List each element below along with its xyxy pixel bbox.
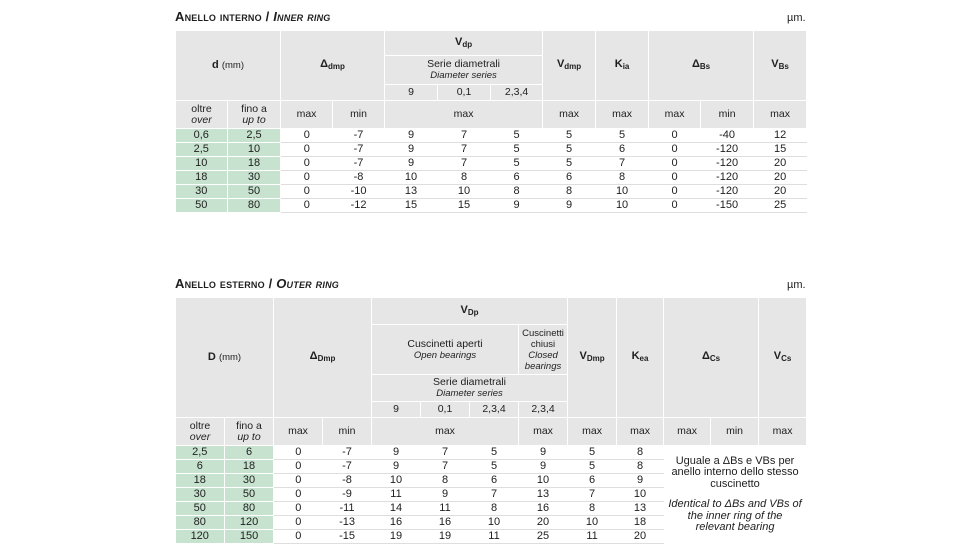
inner-cell: 10	[176, 157, 228, 171]
outer-cell: 10	[617, 488, 664, 502]
inner-oltre-header: oltre over	[176, 101, 228, 129]
inner-cell: 6	[543, 171, 596, 185]
inner-max-label: max	[385, 101, 543, 129]
inner-cell: 0	[649, 199, 701, 213]
outer-cell: 11	[372, 488, 421, 502]
inner-cell: 15	[385, 199, 438, 213]
outer-cell: 19	[372, 530, 421, 544]
outer-cell: 10	[372, 474, 421, 488]
inner-cell: 0	[649, 143, 701, 157]
outer-cell: 0	[274, 460, 323, 474]
outer-cell: 20	[519, 516, 568, 530]
inner-table-row	[176, 199, 807, 213]
col-delta-cs: $\Delta_{Cs}$	[664, 298, 759, 418]
inner-series-234: 2,3,4	[491, 85, 543, 101]
outer-cell: 6	[176, 460, 225, 474]
inner-cell: 0	[281, 157, 333, 171]
inner-table-row	[176, 157, 807, 171]
inner-cell: 80	[228, 199, 281, 213]
outer-cell: 5	[568, 446, 617, 460]
outer-cell: 16	[519, 502, 568, 516]
inner-cell: -7	[333, 129, 385, 143]
inner-cell: 15	[438, 199, 491, 213]
outer-max-label: max	[617, 418, 664, 446]
inner-max-label: max	[596, 101, 649, 129]
col-delta-Dmp: $\Delta_{Dmp}$	[274, 298, 372, 418]
outer-ring-title: Anello esterno / Outer ring	[175, 276, 339, 291]
col-vDp: $V_{Dp}$	[372, 298, 568, 325]
inner-cell: 8	[543, 185, 596, 199]
outer-title-it: Anello esterno	[175, 276, 265, 291]
outer-cell: 10	[470, 516, 519, 530]
inner-cell: 5	[543, 129, 596, 143]
outer-ring-table	[175, 297, 807, 544]
outer-cell: 9	[372, 446, 421, 460]
outer-cell: 0	[274, 474, 323, 488]
inner-cell: -120	[701, 185, 754, 199]
inner-cell: 5	[543, 157, 596, 171]
inner-cell: 2,5	[176, 143, 228, 157]
inner-title-it: Anello interno	[175, 9, 262, 24]
outer-cell: 11	[421, 502, 470, 516]
inner-cell: 18	[176, 171, 228, 185]
outer-series-234-closed: 2,3,4	[519, 402, 568, 418]
outer-cell: 18	[176, 474, 225, 488]
outer-cell: -15	[323, 530, 372, 544]
outer-cell: 9	[519, 446, 568, 460]
inner-cell: 9	[543, 199, 596, 213]
outer-cell: 18	[617, 516, 664, 530]
inner-cell: -7	[333, 143, 385, 157]
inner-cell: 30	[228, 171, 281, 185]
inner-fino-header: fino a up to	[228, 101, 281, 129]
outer-cell: 0	[274, 502, 323, 516]
outer-cell: 0	[274, 516, 323, 530]
inner-cell: 0	[649, 171, 701, 185]
outer-max-label: max	[759, 418, 807, 446]
inner-max-label: max	[543, 101, 596, 129]
outer-cell: -7	[323, 460, 372, 474]
outer-series-9: 9	[372, 402, 421, 418]
inner-max-label: max	[649, 101, 701, 129]
inner-cell: 5	[491, 157, 543, 171]
inner-cell: 7	[438, 157, 491, 171]
outer-cell: -7	[323, 446, 372, 460]
inner-cell: 7	[438, 143, 491, 157]
inner-cell: 30	[176, 185, 228, 199]
outer-cell: 14	[372, 502, 421, 516]
outer-data-body	[176, 446, 807, 544]
inner-cell: -12	[333, 199, 385, 213]
inner-cell: 6	[596, 143, 649, 157]
col-vcs: $V_{Cs}$	[759, 298, 807, 418]
col-vdp: $V_{dp}$	[385, 31, 543, 56]
inner-table-row	[176, 143, 807, 157]
outer-cell: 16	[372, 516, 421, 530]
outer-cell: 0	[274, 488, 323, 502]
outer-max-label: max	[664, 418, 711, 446]
outer-cell: 10	[568, 516, 617, 530]
inner-cell: 7	[438, 129, 491, 143]
inner-cell: 0	[281, 185, 333, 199]
outer-max-label: max	[274, 418, 323, 446]
outer-cell: 6	[568, 474, 617, 488]
inner-table-row	[176, 185, 807, 199]
col-kea: $K_{ea}$	[617, 298, 664, 418]
inner-cell: 15	[754, 143, 807, 157]
inner-cell: 8	[438, 171, 491, 185]
outer-cell: 150	[225, 530, 274, 544]
inner-max-label: max	[754, 101, 807, 129]
inner-min-label: min	[701, 101, 754, 129]
col-delta-bs: $\Delta_{Bs}$	[649, 31, 754, 101]
inner-cell: 10	[228, 143, 281, 157]
inner-cell: 0	[649, 185, 701, 199]
outer-cell: 11	[568, 530, 617, 544]
outer-table-row	[176, 446, 807, 460]
inner-cell: 7	[596, 157, 649, 171]
outer-cell: 0	[274, 530, 323, 544]
inner-cell: 13	[385, 185, 438, 199]
inner-cell: -10	[333, 185, 385, 199]
outer-max-label: max	[372, 418, 519, 446]
outer-cell: 11	[470, 530, 519, 544]
outer-cell: 18	[225, 460, 274, 474]
inner-cell: 25	[754, 199, 807, 213]
inner-cell: 5	[596, 129, 649, 143]
outer-fino-header: fino a up to	[225, 418, 274, 446]
outer-cell: 120	[225, 516, 274, 530]
inner-series-01: 0,1	[438, 85, 491, 101]
outer-cell: -8	[323, 474, 372, 488]
inner-cell: 8	[491, 185, 543, 199]
outer-cell: 25	[519, 530, 568, 544]
outer-cell: 5	[470, 446, 519, 460]
outer-cell: 30	[225, 474, 274, 488]
inner-cell: 0	[281, 171, 333, 185]
outer-cell: 9	[421, 488, 470, 502]
inner-unit-label: µm.	[787, 12, 806, 24]
col-vdmp: $V_{dmp}$	[543, 31, 596, 101]
inner-cell: 10	[438, 185, 491, 199]
outer-oltre-header: oltre over	[176, 418, 225, 446]
outer-cell: 8	[617, 460, 664, 474]
inner-cell: 2,5	[228, 129, 281, 143]
outer-serie-diametrali: Serie diametrali Diameter series	[372, 375, 568, 402]
inner-cell: 6	[491, 171, 543, 185]
inner-cell: 10	[596, 185, 649, 199]
inner-cell: -150	[701, 199, 754, 213]
inner-title-en: Inner ring	[273, 9, 331, 24]
outer-cell: 8	[617, 446, 664, 460]
inner-table-row	[176, 171, 807, 185]
outer-series-01: 0,1	[421, 402, 470, 418]
outer-cell: 16	[421, 516, 470, 530]
inner-min-label: min	[333, 101, 385, 129]
open-bearings-header: Cuscinetti aperti Open bearings	[372, 325, 519, 375]
inner-cell: 9	[491, 199, 543, 213]
inner-cell: 0,6	[176, 129, 228, 143]
inner-cell: 50	[228, 185, 281, 199]
outer-cell: 7	[421, 446, 470, 460]
inner-cell: 10	[596, 199, 649, 213]
inner-cell: -120	[701, 171, 754, 185]
inner-cell: 12	[754, 129, 807, 143]
col-D: D (mm)	[176, 298, 274, 418]
outer-cell: 120	[176, 530, 225, 544]
inner-cell: 20	[754, 171, 807, 185]
outer-cell: 6	[470, 474, 519, 488]
inner-cell: 5	[543, 143, 596, 157]
inner-max-label: max	[281, 101, 333, 129]
col-vbs: $V_{Bs}$	[754, 31, 807, 101]
outer-cell: 13	[617, 502, 664, 516]
inner-cell: 5	[491, 129, 543, 143]
outer-max-label: max	[519, 418, 568, 446]
inner-cell: 0	[281, 143, 333, 157]
closed-bearings-header: Cuscinetti chiusi Closed bearings	[519, 325, 568, 375]
outer-cell: -11	[323, 502, 372, 516]
outer-min-label: min	[711, 418, 759, 446]
inner-cell: 5	[491, 143, 543, 157]
inner-serie-diametrali: Serie diametrali Diameter series	[385, 56, 543, 85]
outer-cs-note	[664, 446, 807, 544]
inner-cell: 0	[649, 129, 701, 143]
outer-cell: 30	[176, 488, 225, 502]
outer-cell: 50	[225, 488, 274, 502]
outer-series-234: 2,3,4	[470, 402, 519, 418]
outer-cell: 50	[176, 502, 225, 516]
outer-cell: 0	[274, 446, 323, 460]
inner-cell: 20	[754, 157, 807, 171]
col-kia: $K_{ia}$	[596, 31, 649, 101]
inner-series-9: 9	[385, 85, 438, 101]
outer-title-en: Outer ring	[276, 276, 339, 291]
outer-cell: 7	[421, 460, 470, 474]
outer-unit-label: µm.	[787, 279, 806, 291]
inner-table-row	[176, 129, 807, 143]
inner-ring-title: Anello interno / Inner ring	[175, 9, 331, 24]
inner-cell: 20	[754, 185, 807, 199]
inner-cell: 10	[385, 171, 438, 185]
outer-max-label: max	[568, 418, 617, 446]
outer-cell: 7	[470, 488, 519, 502]
inner-cell: 0	[281, 199, 333, 213]
outer-note-it: Uguale a ΔBs e VBs per anello interno dello stesso cuscinetto	[671, 454, 799, 490]
inner-cell: 9	[385, 143, 438, 157]
outer-cell: 20	[617, 530, 664, 544]
outer-cell: 9	[519, 460, 568, 474]
col-delta-dmp: $\Delta_{dmp}$	[281, 31, 385, 101]
inner-cell: -120	[701, 157, 754, 171]
outer-cell: 7	[568, 488, 617, 502]
inner-cell: -8	[333, 171, 385, 185]
inner-cell: 0	[649, 157, 701, 171]
inner-cell: 8	[596, 171, 649, 185]
outer-note-en: Identical to ΔBs and VBs of the inner ring of the relevant bearing	[668, 498, 802, 534]
outer-cell: 10	[519, 474, 568, 488]
outer-cell: 5	[470, 460, 519, 474]
outer-cell: 8	[470, 502, 519, 516]
inner-ring-table	[175, 30, 807, 213]
outer-min-label: min	[323, 418, 372, 446]
inner-cell: 9	[385, 129, 438, 143]
outer-cell: 9	[372, 460, 421, 474]
inner-cell: 50	[176, 199, 228, 213]
outer-cell: -9	[323, 488, 372, 502]
col-d: d (mm)	[176, 31, 281, 101]
inner-cell: -7	[333, 157, 385, 171]
inner-cell: 0	[281, 129, 333, 143]
outer-cell: -13	[323, 516, 372, 530]
inner-cell: -40	[701, 129, 754, 143]
outer-cell: 8	[421, 474, 470, 488]
col-vDmp: $V_{Dmp}$	[568, 298, 617, 418]
outer-cell: 6	[225, 446, 274, 460]
outer-cell: 5	[568, 460, 617, 474]
outer-cell: 13	[519, 488, 568, 502]
inner-cell: 18	[228, 157, 281, 171]
outer-cell: 8	[568, 502, 617, 516]
outer-cell: 19	[421, 530, 470, 544]
outer-cell: 2,5	[176, 446, 225, 460]
inner-cell: 9	[385, 157, 438, 171]
outer-cell: 80	[176, 516, 225, 530]
inner-cell: -120	[701, 143, 754, 157]
outer-cell: 80	[225, 502, 274, 516]
inner-data-body	[176, 129, 807, 213]
outer-cell: 9	[617, 474, 664, 488]
